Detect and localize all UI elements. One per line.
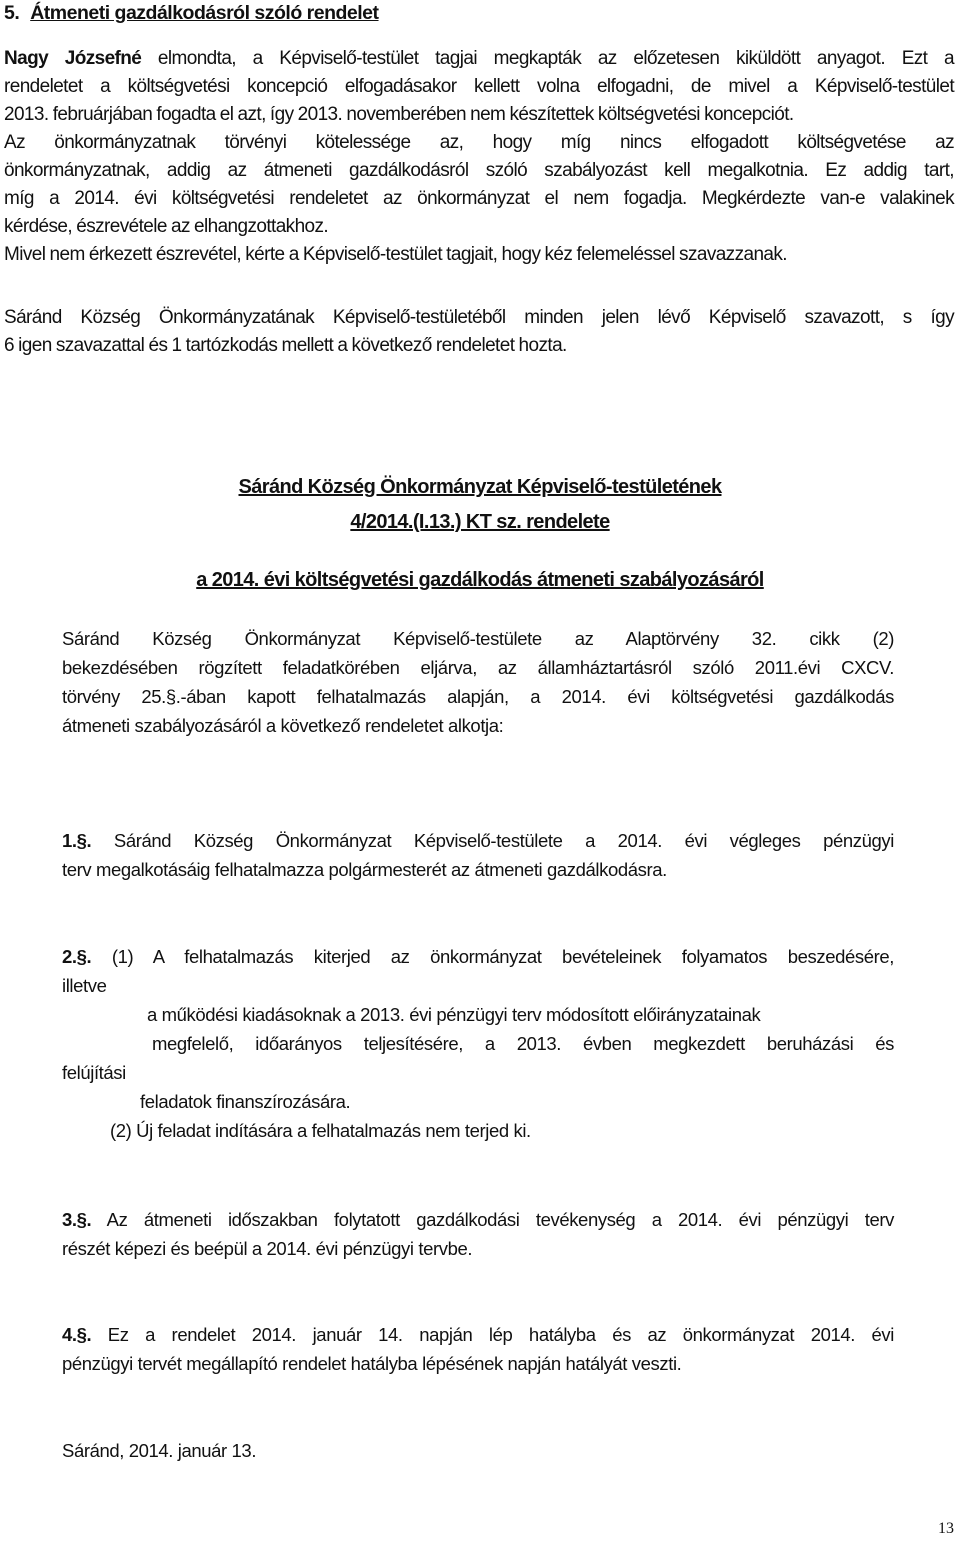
decree-number: 4/2014.(I.13.) KT sz. rendelete (350, 511, 610, 533)
section-line: 4.§. Ez a rendelet 2014. január 14. napján lép hatályba és az önkormányzat 2014. évi (62, 1324, 894, 1345)
section-1 (62, 826, 894, 884)
vote-result-paragraph (4, 304, 954, 360)
decree-title: Sáránd Község Önkormányzat Képviselő-testületének (238, 476, 722, 498)
vote-line: 6 igen szavazattal és 1 tartózkodás mellett a következő rendeletet hozta. (4, 335, 567, 356)
section-line: megfelelő, időarányos teljesítésére, a 2013. évben megkezdett beruházási és (152, 1033, 894, 1054)
preamble-line: bekezdésében rögzített feladatkörében eljárva, az államháztartásról szóló 2011.évi CXCV. (62, 657, 894, 678)
section-line: illetve (62, 975, 107, 996)
minutes-line: Nagy Józsefné elmondta, a Képviselő-testület tagjai megkapták az előzetesen kiküldött anyagot. Ezt a (4, 48, 954, 69)
section-line: (2) Új feladat indítására a felhatalmazás nem terjed ki. (110, 1120, 531, 1141)
preamble-line: átmeneti szabályozásáról a következő rendeletet alkotja: (62, 715, 504, 736)
minutes-line: 2013. februárjában fogadta el azt, így 2013. novemberében nem készítettek költségvetési koncepciót. (4, 104, 794, 125)
section-3 (62, 1205, 894, 1263)
section-2 (62, 942, 894, 1145)
agenda-number: 5. (4, 2, 20, 24)
section-4 (62, 1320, 894, 1378)
decree-subtitle: a 2014. évi költségvetési gazdálkodás átmeneti szabályozásáról (196, 569, 764, 591)
section-line: 3.§. Az átmeneti időszakban folytatott gazdálkodási tevékenység a 2014. évi pénzügyi terv (62, 1209, 894, 1230)
agenda-title: Átmeneti gazdálkodásról szóló rendelet (30, 2, 379, 24)
section-line: feladatok finanszírozására. (140, 1091, 351, 1112)
preamble-line: törvény 25.§.-ában kapott felhatalmazás alapján, a 2014. évi költségvetési gazdálkodás (62, 686, 894, 707)
section-line: pénzügyi tervét megállapító rendelet hatályba lépésének napján hatályát veszti. (62, 1353, 682, 1374)
section-number: 2.§. (62, 946, 92, 967)
minutes-line: Az önkormányzatnak törvényi kötelessége az, hogy míg nincs elfogadott költségvetése az (4, 132, 954, 153)
section-line: terv megalkotásáig felhatalmazza polgármesterét az átmeneti gazdálkodásra. (62, 859, 667, 880)
vote-line: Sáránd Község Önkormányzatának Képviselő-testületéből minden jelen lévő Képviselő szavazott, s így (4, 307, 954, 328)
section-line: részét képezi és beépül a 2014. évi pénzügyi tervbe. (62, 1238, 473, 1259)
section-number: 1.§. (62, 830, 92, 851)
section-line: felújítási (62, 1062, 126, 1083)
minutes-line: önkormányzatnak, addig az átmeneti gazdálkodásról szóló szabályozást kell megalkotnia. Ez addig tart, (4, 160, 954, 181)
decree-preamble (62, 624, 894, 740)
speaker-name: Nagy Józsefné (4, 48, 142, 69)
section-line: 1.§. Sáránd Község Önkormányzat Képviselő-testülete a 2014. évi végleges pénzügyi (62, 830, 894, 851)
minutes-line: míg a 2014. évi költségvetési rendeletet az önkormányzat el nem fogadja. Megkérdezte van-e valakinek (4, 188, 954, 209)
section-number: 4.§. (62, 1324, 92, 1345)
place-date: Sáránd, 2014. január 13. (62, 1440, 257, 1461)
preamble-line: Sáránd Község Önkormányzat Képviselő-testülete az Alaptörvény 32. cikk (2) (62, 628, 894, 649)
minutes-paragraph (4, 45, 954, 269)
minutes-line: rendeletet a költségvetési koncepció elfogadásakor kellett volna elfogadni, de mivel a Képviselő-testület (4, 76, 954, 97)
minutes-line: kérdése, észrevétele az elhangzottakhoz. (4, 216, 329, 237)
page-number: 13 (938, 1520, 954, 1537)
section-line: a működési kiadásoknak a 2013. évi pénzügyi terv módosított előirányzatainak (147, 1004, 761, 1025)
agenda-heading (4, 2, 954, 25)
section-line: 2.§. (1) A felhatalmazás kiterjed az önkormányzat bevételeinek folyamatos beszedésére, (62, 946, 894, 967)
minutes-line: Mivel nem érkezett észrevétel, kérte a Képviselő-testület tagjait, hogy kéz felemeléssel szavazzanak. (4, 244, 787, 265)
section-number: 3.§. (62, 1209, 92, 1230)
